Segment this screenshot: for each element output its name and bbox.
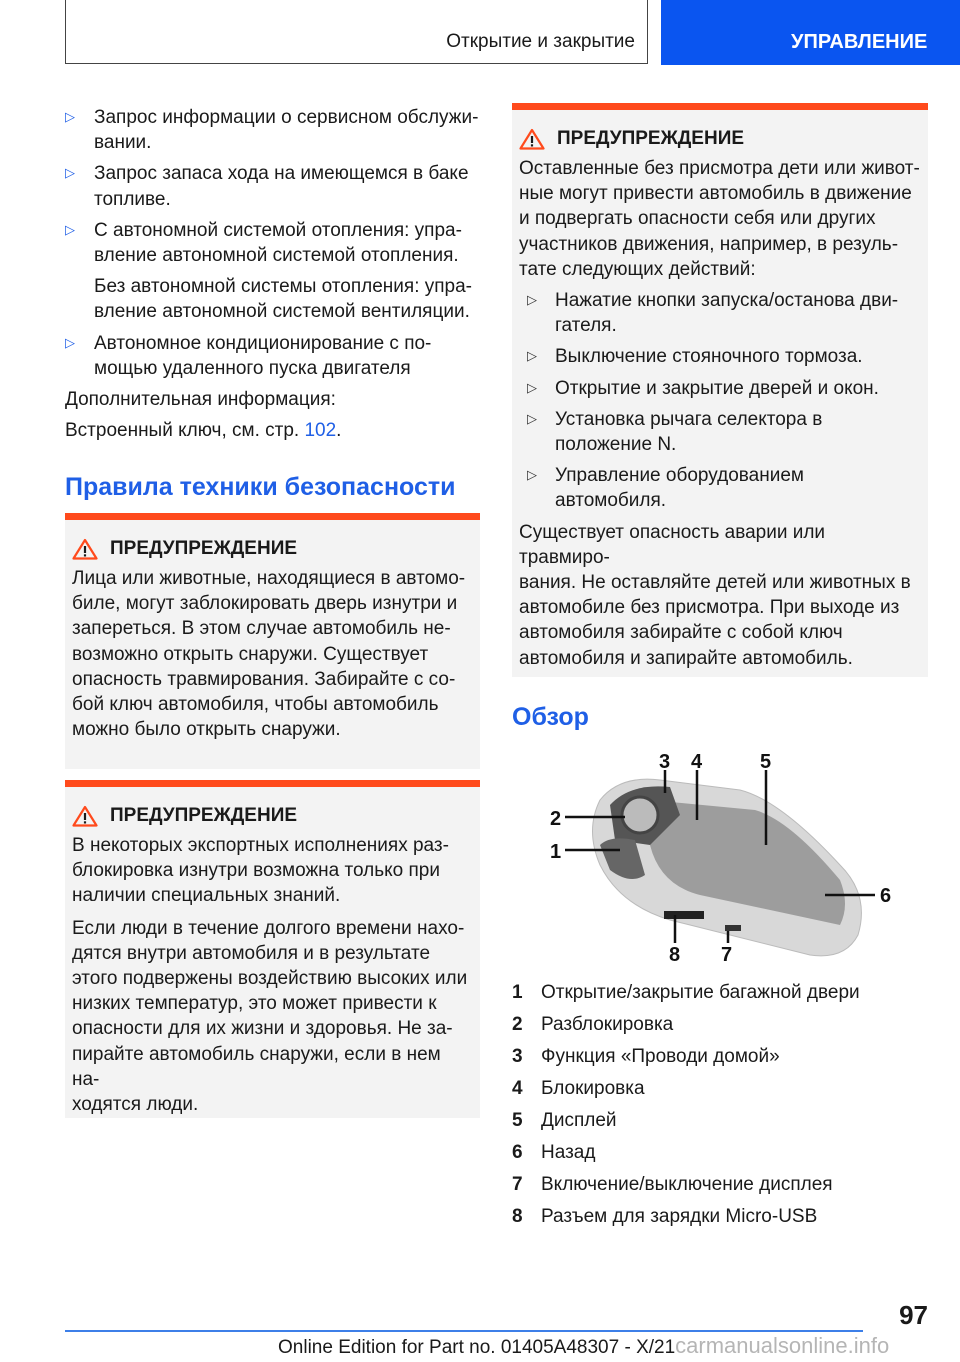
warning-text: В некоторых экспортных исполнениях раз- блокировка изнутри возможна только при наличии специальных знаний. (72, 835, 449, 907)
list-item (527, 288, 921, 338)
warning-title: ПРЕДУПРЕЖДЕНИЕ (110, 538, 298, 559)
legend-item (512, 1201, 932, 1233)
legend-number: 5 (512, 1110, 523, 1131)
list-item-text: Запрос информации о сервисном обслужи- вании. (94, 107, 479, 154)
figure-label: 2 (550, 808, 562, 830)
legend-text: Функция «Проводи домой» (541, 1046, 780, 1067)
figure-legend (512, 977, 932, 1233)
key-reference (65, 418, 485, 443)
warning-text: Если люди в течение долгого времени нахо- дятся внутри автомобиля и в результате этого подвержены воздействию высоких или низких температур, это может привести к опасности для их жизни и здоровья. Не за- пирайте автомобиль снаружи, если в нем на- ходятся люди. (72, 917, 468, 1116)
triangle-bullet-icon: ▷ (65, 334, 75, 350)
list-item (65, 218, 485, 268)
more-info-label: Дополнительная информация: (65, 389, 336, 411)
triangle-bullet-icon: ▷ (527, 467, 537, 483)
list-item (65, 331, 485, 381)
list-item-text: Запрос запаса хода на имеющемся в баке топливе. (94, 163, 469, 210)
legend-text: Разблокировка (541, 1014, 674, 1035)
watermark: carmanualsonline.info (675, 1333, 890, 1358)
legend-text: Дисплей (541, 1110, 617, 1131)
section-heading: Правила техники безопасности (65, 473, 456, 501)
key-fob-illustration (540, 745, 910, 970)
legend-item (512, 1009, 932, 1041)
legend-item (512, 1105, 932, 1137)
list-item-text: Выключение стояночного тормоза. (555, 346, 863, 368)
warning-triangle-icon (72, 805, 98, 827)
list-item-text: Управление оборудованием автомобиля. (555, 465, 804, 512)
triangle-bullet-icon: ▷ (527, 292, 537, 308)
legend-number: 1 (512, 982, 523, 1003)
triangle-bullet-icon: ▷ (65, 165, 75, 181)
list-item (527, 407, 921, 457)
legend-text: Разъем для зарядки Micro-USB (541, 1206, 818, 1227)
list-item-text: Автономное кондиционирование с по- мощью удаленного пуска двигателя (94, 332, 432, 379)
warning-text: Лица или животные, находящиеся в автомо- биле, могут заблокировать дверь изнутри и запереться. В этом случае автомобиль не- возможно открыть снаружи. Существует опасность травмирования. Забирайте с со- бой ключ автомобиля, чтобы автомобиль можно было открыть снаружи. (72, 568, 466, 741)
list-item-text: Нажатие кнопки запуска/останова дви- гателя. (555, 290, 899, 337)
figure-label: 4 (691, 751, 703, 773)
list-item (527, 344, 921, 369)
key-ref-end: . (336, 420, 342, 442)
legend-item (512, 1041, 932, 1073)
header-box (65, 0, 648, 64)
warning-header (72, 805, 473, 827)
list-item (527, 463, 921, 513)
warning-text: Оставленные без присмотра дети или живот- ные могут привести автомобиль в движение и подвергать опасности себя или других участников движения, например, в резуль- тате следующих действий: (519, 158, 920, 280)
legend-text: Открытие/закрытие багажной двери (541, 982, 860, 1003)
page-number: 97 (899, 1300, 928, 1330)
legend-item (512, 1073, 932, 1105)
list-item-note: Без автономной системы отопления: упра- вление автономной системой вентиляции. (94, 276, 472, 323)
legend-number: 6 (512, 1142, 523, 1163)
triangle-bullet-icon: ▷ (527, 348, 537, 364)
list-item (527, 376, 921, 401)
figure-label: 6 (880, 885, 892, 907)
list-item-text: Открытие и закрытие дверей и окон. (555, 377, 879, 399)
warning-title: ПРЕДУПРЕЖДЕНИЕ (557, 128, 745, 149)
key-fob-body (593, 779, 862, 956)
warning-title: ПРЕДУПРЕЖДЕНИЕ (110, 805, 298, 826)
legend-number: 3 (512, 1046, 523, 1067)
edition-text: Online Edition for Part no. 01405A48307 - X/21 (278, 1337, 676, 1358)
warning-text: Существует опасность аварии или травмиро- вания. Не оставляйте детей или животных в автомобиле без присмотра. При выходе из автомобиля забирайте с собой ключ автомобиля и запирайте автомобиль. (519, 521, 911, 669)
triangle-bullet-icon: ▷ (65, 109, 75, 124)
legend-item (512, 1169, 932, 1201)
triangle-bullet-icon: ▷ (65, 221, 75, 237)
warning-triangle-icon (72, 538, 98, 560)
key-ref-text: Встроенный ключ, см. стр. (65, 420, 305, 442)
list-item (65, 105, 485, 155)
footer-text (278, 1333, 889, 1359)
warning-header (519, 128, 921, 150)
legend-item (512, 977, 932, 1009)
figure-label: 8 (669, 944, 681, 966)
legend-number: 7 (512, 1174, 523, 1195)
warning-box (512, 103, 928, 677)
legend-text: Блокировка (541, 1078, 645, 1099)
chapter-tab-label: УПРАВЛЕНИЕ (791, 31, 928, 53)
warning-box (65, 780, 480, 1118)
triangle-bullet-icon: ▷ (527, 410, 537, 426)
section-title: Открытие и закрытие (446, 31, 635, 52)
figure-label: 3 (659, 751, 671, 773)
list-item-text: Установка рычага селектора в положение N. (555, 408, 823, 456)
figure-label: 1 (550, 841, 562, 863)
left-column (65, 105, 485, 443)
figure-label: 5 (760, 751, 772, 773)
warning-box (65, 513, 480, 769)
page-link[interactable]: 102 (304, 420, 337, 442)
warning-header (72, 538, 473, 560)
legend-number: 4 (512, 1078, 523, 1099)
legend-number: 8 (512, 1206, 523, 1227)
overview-heading: Обзор (512, 703, 589, 731)
legend-number: 2 (512, 1014, 523, 1035)
legend-item (512, 1137, 932, 1169)
triangle-bullet-icon: ▷ (527, 379, 537, 395)
chapter-tab[interactable] (661, 0, 960, 65)
legend-text: Назад (541, 1142, 596, 1163)
warning-triangle-icon (519, 128, 545, 150)
list-item (65, 161, 485, 211)
list-item-text: С автономной системой отопления: упра- вление автономной системой отопления. (94, 219, 462, 267)
figure-label: 7 (721, 944, 733, 966)
legend-text: Включение/выключение дисплея (541, 1174, 833, 1195)
footer-rule (65, 1330, 863, 1332)
